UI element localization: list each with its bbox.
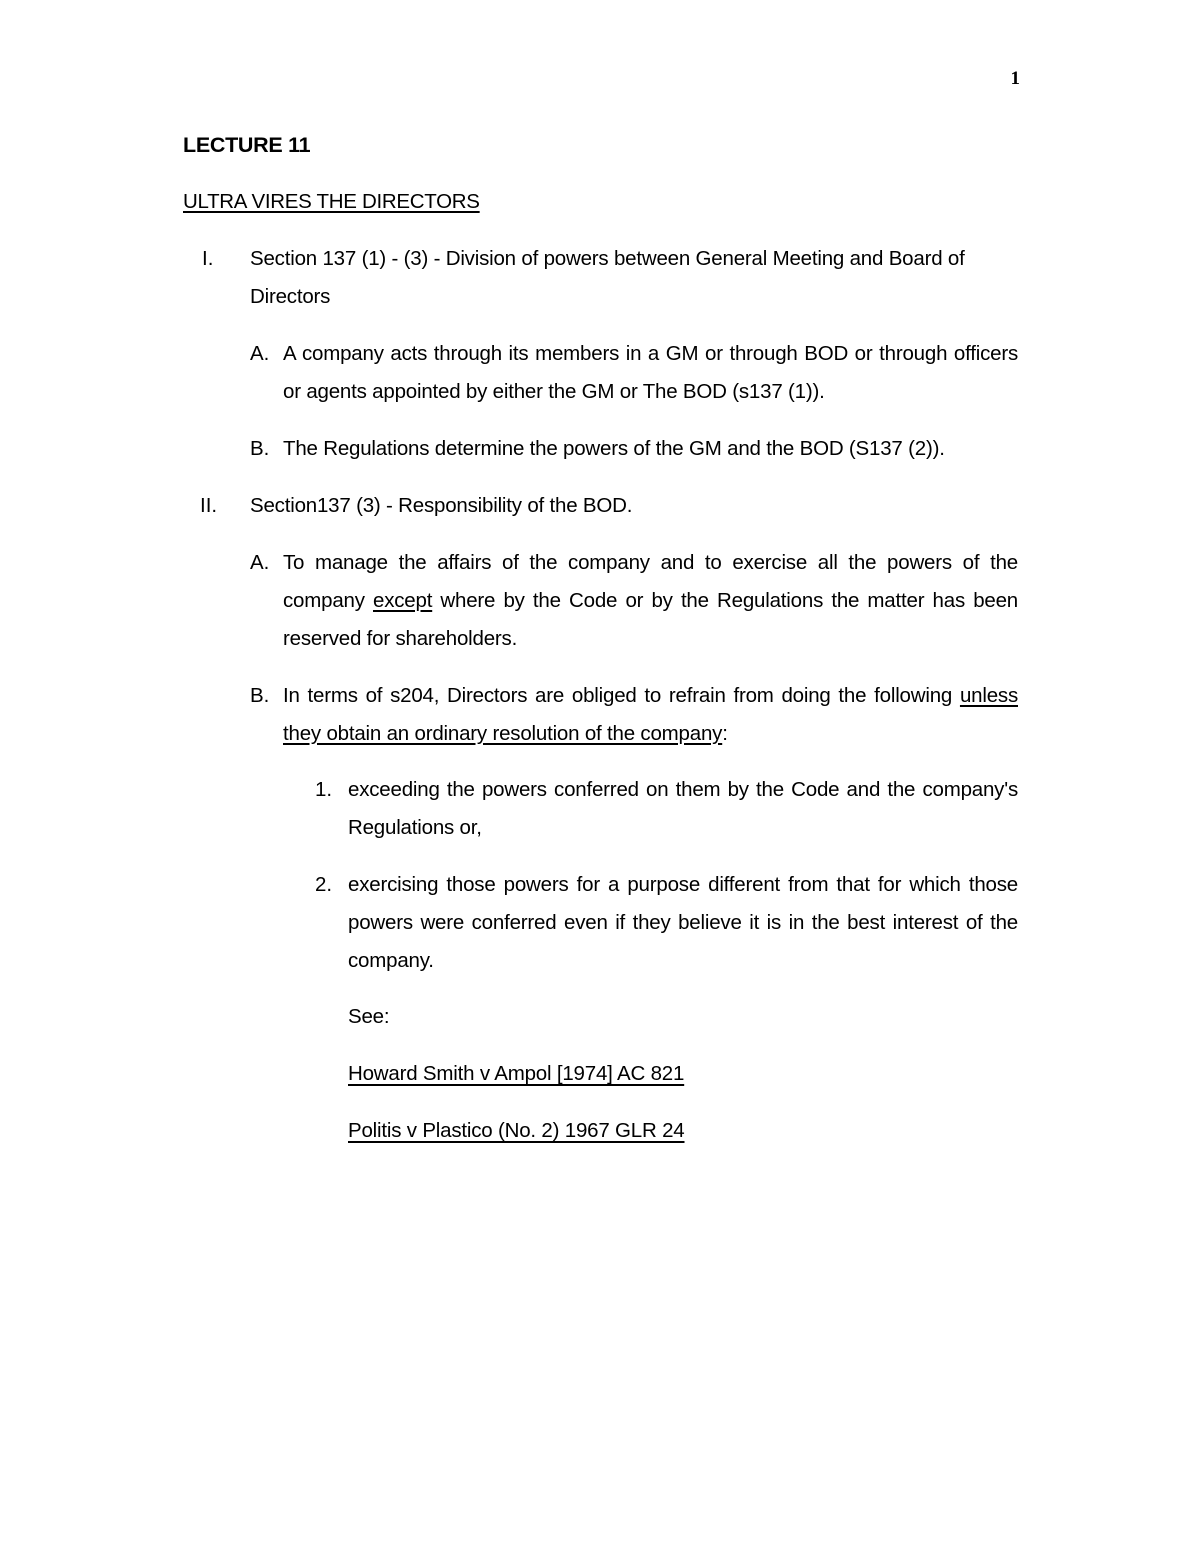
item-text: In terms of s204, Directors are obliged to refrain from doing the following xyxy=(283,684,960,707)
see-label: See: xyxy=(348,1005,390,1028)
lecture-subtitle: ULTRA VIRES THE DIRECTORS xyxy=(183,190,480,213)
item-text: where by the Code or by the Regulations the matter has been reserved for shareholders. xyxy=(283,589,1019,650)
subitem: exceeding the powers conferred on them by the Code and the company's Regulations or, xyxy=(348,778,1018,839)
section-item xyxy=(283,544,1018,658)
section-marker: II. xyxy=(200,494,218,517)
item-text: : xyxy=(722,722,728,745)
subitem-marker: 1. xyxy=(315,778,333,801)
lecture-title: LECTURE 11 xyxy=(183,133,311,157)
item-text-underlined: unless they obtain an ordinary resolution of the company xyxy=(283,684,1018,745)
section-marker: I. xyxy=(202,247,214,270)
item-marker: A. xyxy=(250,551,270,574)
page-number: 1 xyxy=(1010,68,1020,89)
section-heading: Section 137 (1) - (3) - Division of powers between General Meeting and Board of Directors xyxy=(250,247,965,308)
item-text-underlined: except xyxy=(373,589,433,612)
subitem: exercising those powers for a purpose different from that for which those powers were conferred even if they believe it is in the best interest of the company. xyxy=(348,873,1018,972)
section-heading: Section137 (3) - Responsibility of the BOD. xyxy=(250,494,633,517)
section-item: A company acts through its members in a GM or through BOD or through officers or agents appointed by either the GM or The BOD (s137 (1)). xyxy=(283,342,1018,403)
case-citation: Howard Smith v Ampol [1974] AC 821 xyxy=(348,1062,685,1085)
section-item: The Regulations determine the powers of the GM and the BOD (S137 (2)). xyxy=(283,437,945,460)
item-marker: A. xyxy=(250,342,270,365)
section-item xyxy=(283,677,1018,753)
item-marker: B. xyxy=(250,684,270,707)
item-text: To manage the affairs of the company and to exercise all the powers of the company xyxy=(283,551,1018,612)
item-marker: B. xyxy=(250,437,270,460)
case-citation: Politis v Plastico (No. 2) 1967 GLR 24 xyxy=(348,1119,685,1142)
subitem-marker: 2. xyxy=(315,873,333,896)
